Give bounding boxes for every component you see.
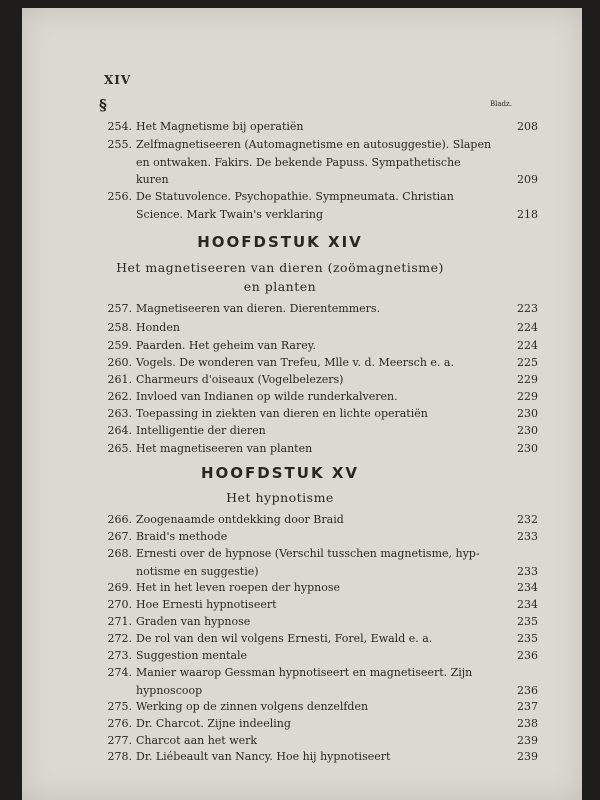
toc-entry-title: Charcot aan het werk <box>136 734 258 747</box>
toc-entry-title: Hoe Ernesti hypnotiseert <box>136 598 277 611</box>
toc-entry-title: Braid's methode <box>136 530 228 543</box>
toc-entry-title: hypnoscoop <box>136 683 203 697</box>
toc-entry-title: Vogels. De wonderen van Trefeu, Mlle v. d. Meersch e. a. <box>136 356 454 369</box>
toc-entry-title: Science. Mark Twain's verklaring <box>136 207 324 221</box>
toc-entry-title: De rol van den wil volgens Ernesti, Forel, Ewald e. a. <box>136 632 433 645</box>
toc-entry-page: 229 <box>517 390 538 403</box>
chapter-heading-xiv: HOOFDSTUK XIV <box>197 233 363 251</box>
toc-entry-number: 259. <box>107 339 132 352</box>
toc-entry-title: Graden van hypnose <box>136 615 251 628</box>
toc-entry-page: 239 <box>517 734 538 747</box>
toc-entry-number: 272. <box>107 632 132 645</box>
toc-entry-title: Het in het leven roepen der hypnose <box>136 581 340 594</box>
toc-entry-page: 236 <box>517 683 538 697</box>
toc-entry-page: 239 <box>517 750 538 763</box>
toc-entry-number: 260. <box>107 356 132 369</box>
toc-entry-title: Paarden. Het geheim van Rarey. <box>136 339 316 352</box>
toc-entry-title: Zoogenaamde ontdekking door Braid <box>136 513 344 526</box>
toc-entry-title: Zelfmagnetiseeren (Automagnetisme en autosuggestie). Slapen <box>136 138 492 151</box>
toc-entry-page: 230 <box>517 442 538 455</box>
toc-entry-number: 278. <box>107 750 132 763</box>
toc-entry-page: 224 <box>517 339 538 352</box>
toc-entry-title: Toepassing in ziekten van dieren en lichte operatiën <box>136 407 428 420</box>
toc-entry-number: 269. <box>107 581 132 594</box>
toc-entry-number: 276. <box>107 717 132 730</box>
toc-entry-number: 275. <box>107 700 132 713</box>
chapter-title-xiv-line2: en planten <box>243 279 317 294</box>
section-sign: § <box>99 96 107 114</box>
toc-entry-title: kuren <box>136 173 169 186</box>
toc-entry-title: Dr. Charcot. Zijne indeeling <box>136 717 291 730</box>
toc-entry-page: 218 <box>517 207 538 221</box>
toc-entry-page: 223 <box>517 302 538 315</box>
toc-entry-title: Intelligentie der dieren <box>136 424 266 437</box>
toc-entry-page: 236 <box>517 649 538 662</box>
toc-entry-title: en ontwaken. Fakirs. De bekende Papuss. Sympathetische <box>136 155 461 169</box>
toc-entry-number: 267. <box>107 530 132 543</box>
toc-entry-title: Charmeurs d'oiseaux (Vogelbelezers) <box>136 373 344 386</box>
toc-entry-number: 264. <box>107 424 132 437</box>
toc-entry-title: notisme en suggestie) <box>136 564 259 578</box>
toc-entry-title: Dr. Liébeault van Nancy. Hoe hij hypnotiseert <box>136 750 391 763</box>
toc-entry-page: 237 <box>517 700 538 713</box>
chapter-title-xiv-line1: Het magnetiseeren van dieren (zoömagnetisme) <box>116 260 444 275</box>
chapter-heading-xv: HOOFDSTUK XV <box>201 464 359 482</box>
toc-entry-number: 255. <box>107 138 132 151</box>
toc-entry-number: 254. <box>107 120 132 133</box>
toc-entry-number: 262. <box>107 390 132 403</box>
page-number: XIV <box>104 73 132 87</box>
toc-entry-number: 271. <box>107 615 132 628</box>
toc-entry-number: 274. <box>107 666 132 679</box>
toc-entry-number: 268. <box>107 547 132 560</box>
toc-entry-number: 256. <box>107 190 132 203</box>
toc-entry-page: 234 <box>517 581 538 594</box>
toc-entry-title: Honden <box>136 321 180 334</box>
toc-entry-title: Ernesti over de hypnose (Verschil tusschen magnetisme, hyp- <box>136 547 480 560</box>
toc-entry-page: 232 <box>517 513 538 526</box>
toc-entry-page: 235 <box>517 632 538 645</box>
toc-entry-title: Magnetiseeren van dieren. Dierentemmers. <box>136 302 381 315</box>
toc-entry-title: De Statuvolence. Psychopathie. Sympneumata. Christian <box>136 190 454 203</box>
toc-entry-page: 233 <box>517 564 538 578</box>
toc-entry-number: 258. <box>107 321 132 334</box>
toc-entry-page: 230 <box>517 424 538 437</box>
toc-entry-title: Het magnetiseeren van planten <box>136 442 313 455</box>
toc-entry-number: 273. <box>107 649 132 662</box>
bladz-column-label: Bladz. <box>490 100 512 108</box>
toc-entry-number: 270. <box>107 598 132 611</box>
toc-entry-title: Invloed van Indianen op wilde runderkalveren. <box>136 390 398 403</box>
toc-entry-number: 261. <box>107 373 132 386</box>
toc-entry-number: 266. <box>107 513 132 526</box>
toc-entry-page: 235 <box>517 615 538 628</box>
toc-entry-number: 263. <box>107 407 132 420</box>
toc-entry-page: 230 <box>517 407 538 420</box>
toc-entry-page: 224 <box>517 321 538 334</box>
toc-entry-page: 233 <box>517 530 538 543</box>
chapter-title-xv: Het hypnotisme <box>226 490 334 505</box>
toc-entry-number: 265. <box>107 442 132 455</box>
toc-entry-title: Manier waarop Gessman hypnotiseert en magnetiseert. Zijn <box>136 666 473 679</box>
toc-entry-page: 238 <box>517 717 538 730</box>
toc-entry-page: 229 <box>517 373 538 386</box>
toc-entry-page: 234 <box>517 598 538 611</box>
toc-entry-page: 208 <box>517 120 538 133</box>
toc-entry-title: Suggestion mentale <box>136 649 248 662</box>
toc-entry-title: Het Magnetisme bij operatiën <box>136 120 304 133</box>
toc-entry-page: 209 <box>517 173 538 186</box>
toc-entry-title: Werking op de zinnen volgens denzelfden <box>136 700 369 713</box>
toc-entry-number: 277. <box>107 734 132 747</box>
toc-entry-page: 225 <box>517 356 538 369</box>
toc-entry-number: 257. <box>107 302 132 315</box>
